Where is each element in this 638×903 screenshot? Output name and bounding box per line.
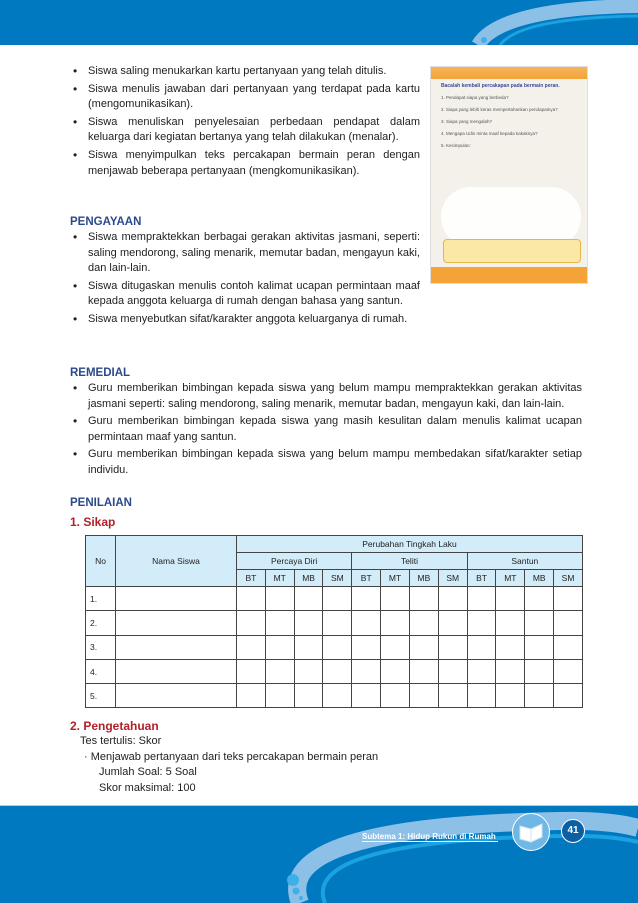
list-item: • Siswa menulis jawaban dari pertanyaan yang terdapat pada kartu (mengomunikasikan). [70,82,420,113]
table-cell [525,587,554,611]
table-cell [409,684,438,708]
level-header: SM [554,570,583,587]
table-cell [265,611,294,635]
table-cell [525,635,554,659]
figure-title: Bacalah kembali percakapan pada bermain peran. [441,83,560,89]
figure-question: 3. Siapa yang mengalah? [441,119,493,124]
table-cell [496,611,525,635]
table-cell [409,611,438,635]
table-row [86,635,583,659]
subtheme-label: Subtema 1: Hidup Rukun di Rumah [362,832,496,841]
table-cell [294,659,323,683]
remedial-section [70,366,582,481]
figure-question: 1. Pendapat siapa yang berbeda? [441,95,509,100]
table-cell [116,635,237,659]
level-header: SM [323,570,352,587]
table-cell [467,659,496,683]
aspect-header: Santun [467,553,582,570]
page-number: 41 [561,819,585,843]
table-cell [409,659,438,683]
level-header: MT [496,570,525,587]
col-nama: Nama Siswa [116,536,237,587]
jumlah-soal: Jumlah Soal: 5 Soal [99,766,197,779]
row-number: 2. [86,611,116,635]
list-item: • Siswa menyimpulkan teks percakapan bermain peran dengan menjawab beberapa pertanyaan (mengkomunikasikan). [70,148,420,179]
table-cell [381,659,410,683]
table-cell [554,635,583,659]
level-header: MB [409,570,438,587]
penilaian-heading: PENILAIAN [70,497,132,509]
list-item: • Guru memberikan bimbingan kepada siswa yang belum mampu mempraktekkan gerakan aktivitas jasmani seperti: saling mendorong, saling menarik, memutar badan, mengayun kaki, dan lain-lain. [70,381,582,412]
table-cell [265,659,294,683]
decorative-swoosh [0,0,638,45]
table-row [86,684,583,708]
table-cell [352,611,381,635]
list-item: • Siswa mempraktekkan berbagai gerakan aktivitas jasmani, seperti: saling mendorong, saling menarik, memutar badan, mengayun kaki, dan lain-lain. [70,230,420,277]
pengayaan-heading: PENGAYAAN [70,216,142,228]
level-header: MB [525,570,554,587]
figure-question: 4. Mengapa Udin minta maaf kepada kakaknya? [441,131,538,136]
table-cell [352,635,381,659]
table-cell [294,684,323,708]
table-cell [409,587,438,611]
remedial-heading: REMEDIAL [70,367,131,379]
table-cell [116,684,237,708]
table-cell [265,635,294,659]
table-cell [294,611,323,635]
level-header: SM [438,570,467,587]
table-cell [323,635,352,659]
table-cell [554,659,583,683]
table-cell [237,611,266,635]
table-cell [237,684,266,708]
table-cell [237,659,266,683]
list-item: • Siswa saling menukarkan kartu pertanyaan yang telah ditulis. [70,64,420,80]
header-band [0,0,638,45]
table-cell [525,611,554,635]
level-header: MT [265,570,294,587]
table-cell [352,659,381,683]
table-cell [496,587,525,611]
figure-question: 5. Kesimpulan: [441,143,471,148]
tes-tertulis: Tes tertulis: Skor [80,735,162,747]
list-item: • Siswa menyebutkan sifat/karakter anggota keluarganya di rumah. [70,312,420,328]
table-cell [116,611,237,635]
aspect-header: Teliti [352,553,467,570]
aspect-header: Percaya Diri [237,553,352,570]
table-row [86,587,583,611]
table-cell [323,611,352,635]
remedial-list [70,381,582,479]
table-cell [323,684,352,708]
table-cell [381,587,410,611]
figure-question: 2. Siapa yang lebih keras mempertahankan pendapatnya? [441,107,558,112]
skor-maksimal: Skor maksimal: 100 [99,781,196,794]
table-cell [323,659,352,683]
table-cell [294,587,323,611]
top-section [70,64,420,181]
table-cell [467,587,496,611]
table-cell [554,587,583,611]
book-icon [512,813,550,851]
table-cell [438,587,467,611]
activity-list [70,64,420,179]
pengetahuan-bullet: · Menjawab pertanyaan dari teks percakapan bermain peran [84,750,379,763]
list-item: • Siswa ditugaskan menulis contoh kalimat ucapan permintaan maaf kepada anggota keluarga di rumah dengan bahasa yang santun. [70,279,420,310]
table-cell [116,587,237,611]
table-cell [438,659,467,683]
table-cell [352,587,381,611]
table-cell [237,635,266,659]
table-cell [265,684,294,708]
table-cell [323,587,352,611]
row-number: 3. [86,635,116,659]
row-number: 4. [86,659,116,683]
table-cell [467,611,496,635]
level-header: MB [294,570,323,587]
col-group: Perubahan Tingkah Laku [237,536,583,553]
row-number: 1. [86,587,116,611]
penilaian-section [70,496,370,530]
textbook-page-thumbnail [430,66,588,284]
level-header: BT [352,570,381,587]
pengayaan-section [70,215,420,330]
table-cell [525,659,554,683]
table-cell [467,635,496,659]
table-cell [381,635,410,659]
table-cell [496,659,525,683]
table-cell [496,635,525,659]
sikap-heading: 1. Sikap [70,515,116,529]
table-cell [294,635,323,659]
table-cell [381,611,410,635]
table-cell [237,587,266,611]
table-cell [438,635,467,659]
level-header: BT [467,570,496,587]
table-cell [438,611,467,635]
pengayaan-list [70,230,420,328]
table-cell [525,684,554,708]
level-header: MT [381,570,410,587]
row-number: 5. [86,684,116,708]
table-cell [381,684,410,708]
sikap-table [85,535,583,708]
list-item: • Siswa menuliskan penyelesaian perbedaan pendapat dalam keluarga dari kegiatan bertanya yang telah dilakukan (menalar). [70,115,420,146]
col-no: No [86,536,116,587]
level-header: BT [237,570,266,587]
list-item: • Guru memberikan bimbingan kepada siswa yang belum mampu membedakan sifat/karakter setiap individu. [70,447,582,478]
list-item: • Guru memberikan bimbingan kepada siswa yang masih kesulitan dalam menulis kalimat ucapan permintaan maaf yang santun. [70,414,582,445]
pengetahuan-heading: 2. Pengetahuan [70,719,159,733]
table-cell [467,684,496,708]
table-cell [265,587,294,611]
pengetahuan-section [70,719,520,796]
bullet-text: Menjawab pertanyaan dari teks percakapan bermain peran [90,750,379,763]
table-cell [116,659,237,683]
table-cell [409,635,438,659]
table-cell [496,684,525,708]
table-cell [438,684,467,708]
table-row [86,659,583,683]
table-cell [554,684,583,708]
table-row [86,611,583,635]
table-cell [554,611,583,635]
table-cell [352,684,381,708]
